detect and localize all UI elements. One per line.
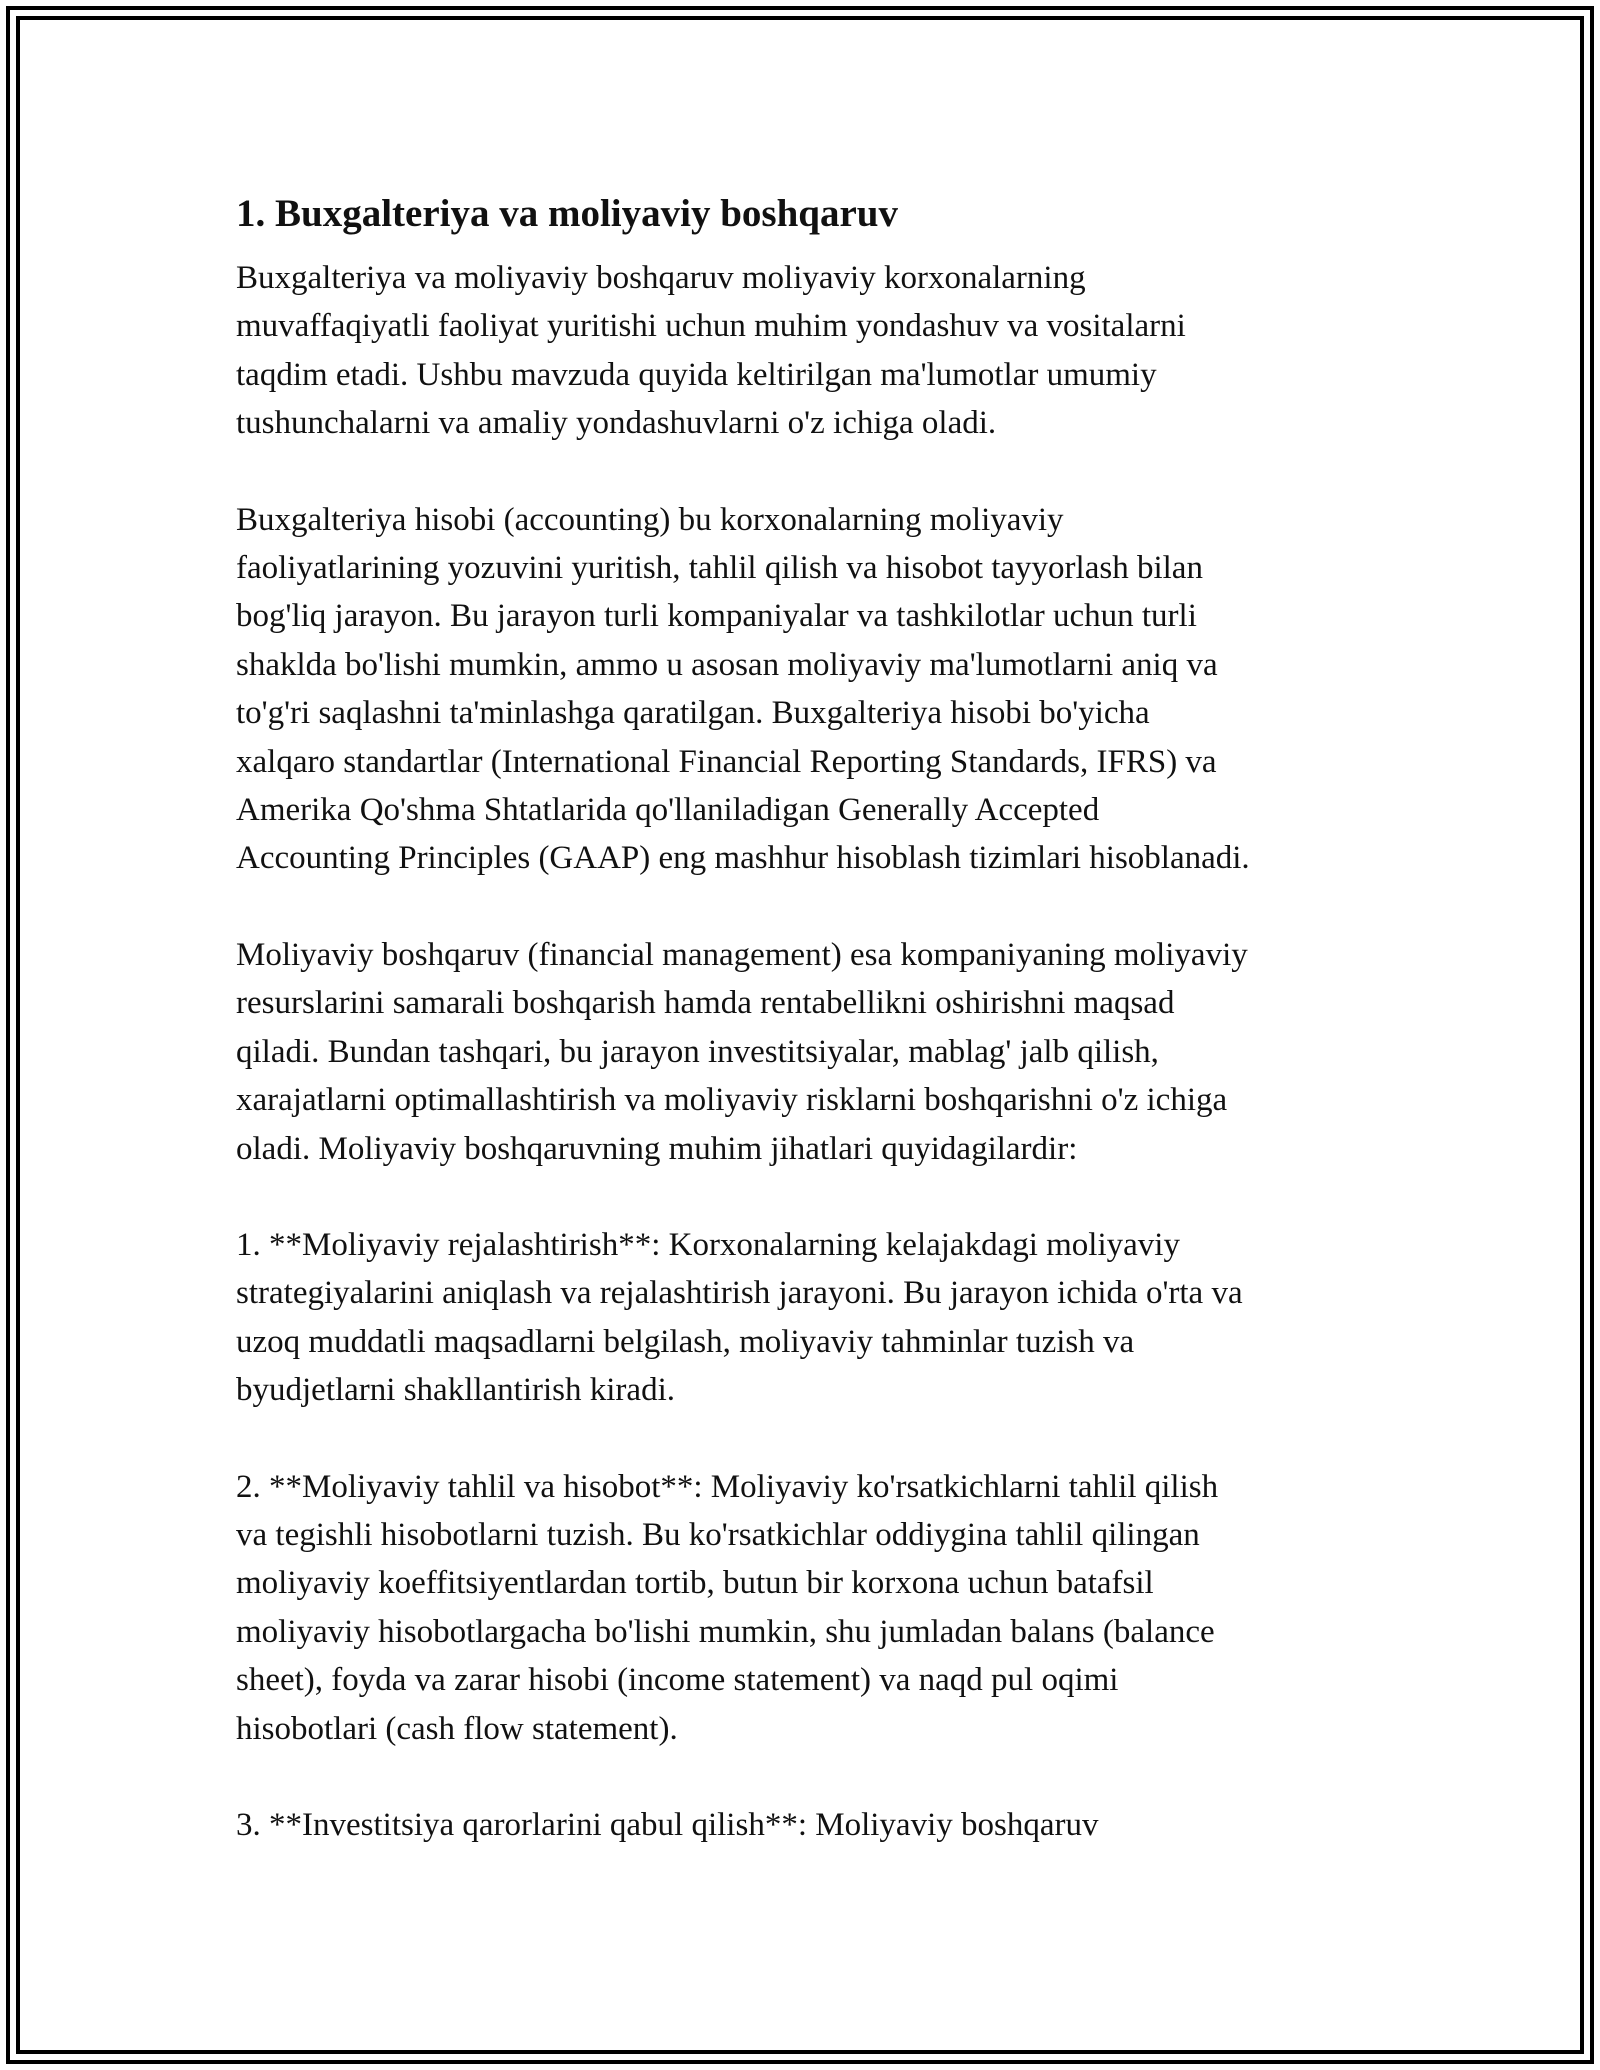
- text-line: byudjetlarni shakllantirish kiradi.: [236, 1372, 675, 1409]
- text-line: xarajatlarni optimallashtirish va moliyaviy risklarni boshqarishni o'z ichiga: [236, 1082, 1228, 1119]
- list-item-planning: [236, 1221, 1376, 1415]
- document-body: [236, 186, 1376, 1897]
- text-line: Buxgalteriya va moliyaviy boshqaruv moliyaviy korxonalarning: [236, 260, 1086, 296]
- text-line: va tegishli hisobotlarni tuzish. Bu ko'rsatkichlar oddiygina tahlil qilingan: [236, 1516, 1200, 1553]
- paragraph-intro: [236, 254, 1376, 448]
- text-line: uzoq muddatli maqsadlarni belgilash, moliyaviy tahminlar tuzish va: [236, 1323, 1135, 1360]
- text-line: 2. **Moliyaviy tahlil va hisobot**: Moliyaviy ko'rsatkichlarni tahlil qilish: [236, 1468, 1219, 1505]
- paragraph-accounting: [236, 496, 1376, 883]
- text-line: xalqaro standartlar (International Financial Reporting Standards, IFRS) va: [236, 743, 1217, 780]
- text-line: strategiyalarini aniqlash va rejalashtirish jarayoni. Bu jarayon ichida o'rta va: [236, 1275, 1243, 1312]
- document-title: 1. Buxgalteriya va moliyaviy boshqaruv: [236, 192, 898, 235]
- text-line: Amerika Qo'shma Shtatlarida qo'llaniladigan Generally Accepted: [236, 792, 1100, 829]
- text-line: oladi. Moliyaviy boshqaruvning muhim jihatlari quyidagilardir:: [236, 1130, 1078, 1167]
- text-line: 3. **Investitsiya qarorlarini qabul qilish**: Moliyaviy boshqaruv: [236, 1806, 1099, 1843]
- text-line: hisobotlari (cash flow statement).: [236, 1710, 678, 1747]
- text-line: Moliyaviy boshqaruv (financial management) esa kompaniyaning moliyaviy: [236, 936, 1248, 973]
- text-line: 1. **Moliyaviy rejalashtirish**: Korxonalarning kelajakdagi moliyaviy: [236, 1226, 1180, 1263]
- text-line: shaklda bo'lishi mumkin, ammo u asosan moliyaviy ma'lumotlarni aniq va: [236, 646, 1218, 683]
- text-line: moliyaviy koeffitsiyentlardan tortib, butun bir korxona uchun batafsil: [236, 1565, 1154, 1602]
- text-line: resurslarini samarali boshqarish hamda rentabellikni oshirishni maqsad: [236, 985, 1175, 1022]
- text-line: moliyaviy hisobotlargacha bo'lishi mumkin, shu jumladan balans (balance: [236, 1613, 1215, 1650]
- list-item-investment: [236, 1801, 1376, 1849]
- text-line: qiladi. Bundan tashqari, bu jarayon investitsiyalar, mablag' jalb qilish,: [236, 1033, 1159, 1070]
- text-line: sheet), foyda va zarar hisobi (income statement) va naqd pul oqimi: [236, 1662, 1119, 1699]
- text-line: muvaffaqiyatli faoliyat yuritishi uchun muhim yondashuv va vositalarni: [236, 308, 1186, 345]
- text-line: tushunchalarni va amaliy yondashuvlarni o'z ichiga oladi.: [236, 405, 997, 442]
- paragraph-financial-management: [236, 931, 1376, 1173]
- text-line: faoliyatlarining yozuvini yuritish, tahlil qilish va hisobot tayyorlash bilan: [236, 550, 1203, 587]
- text-line: Buxgalteriya hisobi (accounting) bu korxonalarning moliyaviy: [236, 501, 1064, 538]
- text-line: Accounting Principles (GAAP) eng mashhur hisoblash tizimlari hisoblanadi.: [236, 840, 1250, 877]
- list-item-analysis: [236, 1463, 1376, 1753]
- text-line: bog'liq jarayon. Bu jarayon turli kompaniyalar va tashkilotlar uchun turli: [236, 598, 1197, 635]
- text-line: to'g'ri saqlashni ta'minlashga qaratilgan. Buxgalteriya hisobi bo'yicha: [236, 695, 1150, 732]
- text-line: taqdim etadi. Ushbu mavzuda quyida keltirilgan ma'lumotlar umumiy: [236, 356, 1157, 393]
